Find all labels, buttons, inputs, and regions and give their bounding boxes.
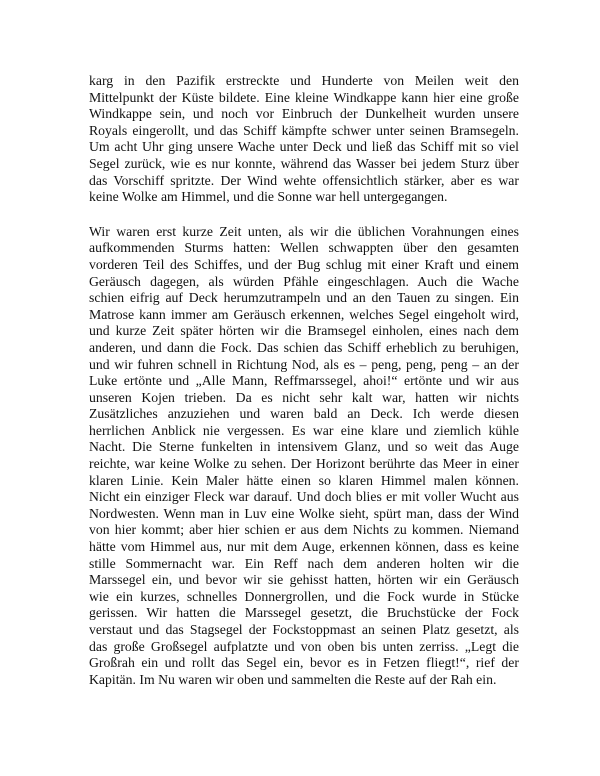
text-line: das Vorschiff spritzte. Der Wind wehte offensichtlich stärker, aber es war — [89, 172, 519, 188]
text-line: herrlichen Anblick nie vergessen. Es war eine klare und ziemlich kühle — [89, 422, 519, 438]
text-line: Royals eingerollt, und das Schiff kämpfte schwer unter seinen Bramsegeln. — [89, 122, 519, 138]
text-line: verstaut und das Stagsegel der Fockstoppmast an seinen Platz gesetzt, als — [89, 622, 519, 637]
text-line: gerissen. Wir hatten die Marssegel gesetzt, die Bruchstücke der Fock — [89, 605, 519, 621]
text-line: reichte, war keine Wolke zu sehen. Der Horizont berührte das Meer in einer — [89, 456, 519, 472]
text-line: Großrah ein und rollt das Segel ein, bevor es in Fetzen fliegt!“, rief der — [89, 655, 519, 671]
text-line: Segel zurück, wie es nur konnte, während das Wasser bei jedem Sturz über — [89, 155, 519, 171]
text-line: Nordwesten. Wenn man in Luv eine Wolke sieht, spürt man, dass der Wind — [89, 505, 519, 521]
text-line: vorderen Teil des Schiffes, und der Bug schlug mit einer Kraft und einem — [89, 256, 519, 272]
text-line: anderen, und dann die Fock. Das schien das Schiff erheblich zu beruhigen, — [89, 339, 519, 355]
text-line: karg in den Pazifik erstreckte und Hunderte von Meilen weit den — [89, 73, 519, 88]
text-line: Nicht ein einziger Fleck war darauf. Und doch blies er mit voller Wucht aus — [89, 489, 519, 505]
text-line: hätte vom Himmel aus, nur mit dem Auge, erkennen können, dass es keine — [89, 539, 519, 555]
text-line: klaren Linie. Kein Maler hätte einen so klaren Himmel malen können. — [89, 472, 519, 488]
text-line: und wir fuhren schnell in Richtung Nod, als es – peng, peng, peng – an der — [89, 356, 519, 372]
paragraph-1 — [89, 73, 519, 206]
text-line: Matrose kann immer am Geräusch erkennen, welches Segel eingeholt wird, — [89, 306, 519, 322]
text-line: stille Sommernacht war. Ein Reff nach dem anderen holten wir die — [89, 555, 519, 571]
text-line: unseren Kojen trieben. Da es nicht sehr kalt war, hatten wir nichts — [89, 389, 519, 405]
text-line: und kurze Zeit später hörten wir die Bramsegel einholen, eines nach dem — [89, 323, 519, 339]
text-line: Um acht Uhr ging unsere Wache unter Deck und ließ das Schiff mit so viel — [89, 139, 519, 155]
text-line: keine Wolke am Himmel, und die Sonne war hell untergegangen. — [89, 189, 448, 205]
text-line: Luke ertönte und „Alle Mann, Reffmarssegel, ahoi!“ ertönte und wir aus — [89, 373, 519, 389]
text-line: Mittelpunkt der Küste bildete. Eine kleine Windkappe kann hier eine große — [89, 89, 519, 105]
text-line: wie ein kurzes, schnelles Donnergrollen, und die Fock wurde in Stücke — [89, 588, 519, 604]
text-line: Marssegel ein, und bevor wir sie gehisst hatten, hörten wir ein Geräusch — [89, 572, 519, 588]
text-line: das große Großsegel aufplatzte und von oben bis unten zerriss. „Legt die — [89, 638, 519, 654]
text-line: Nacht. Die Sterne funkelten in intensivem Glanz, und so weit das Auge — [89, 439, 519, 455]
text-line: Windkappe sein, und noch vor Einbruch der Dunkelheit wurden unsere — [89, 106, 519, 122]
text-line: Kapitän. Im Nu waren wir oben und sammelten die Reste auf der Rah ein. — [89, 671, 497, 687]
paragraph-2 — [89, 224, 519, 689]
text-line: Zusätzliches anzuziehen und waren bald an Deck. Ich werde diesen — [89, 406, 519, 422]
text-line: aufkommenden Sturms hatten: Wellen schwappten über den gesamten — [89, 240, 519, 256]
text-line: schien eifrig auf Deck herumzutrampeln und an den Tauen zu singen. Ein — [89, 290, 519, 306]
body-text — [89, 73, 519, 688]
text-line: Wir waren erst kurze Zeit unten, als wir die üblichen Vorahnungen eines — [89, 223, 519, 239]
text-line: von hier kommt; aber hier schien er aus dem Nichts zu kommen. Niemand — [89, 522, 519, 538]
text-line: Geräusch dagegen, als würden Pfähle eingeschlagen. Auch die Wache — [89, 273, 519, 289]
